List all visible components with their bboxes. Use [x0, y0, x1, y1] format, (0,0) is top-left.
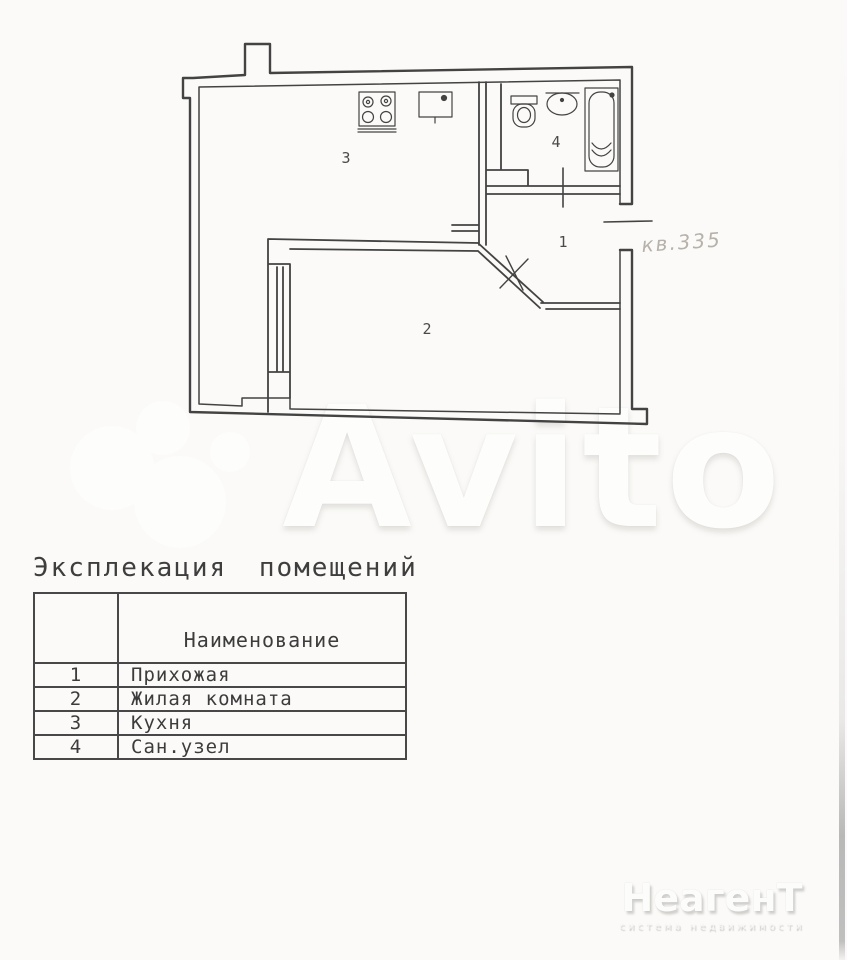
agency-watermark: [612, 876, 812, 932]
inner-wall-lines: [199, 80, 620, 414]
room-number-cell: 1: [34, 663, 118, 687]
table-header-row: [34, 593, 406, 663]
agency-name: НеагенТ: [621, 876, 803, 920]
name-header-cell: Наименование: [118, 593, 406, 663]
room-number-cell: 2: [34, 687, 118, 711]
room-label-bathroom: 4: [551, 133, 561, 151]
outer-walls: [183, 44, 647, 424]
bathtub-icon: [585, 88, 618, 171]
table-row: [34, 663, 406, 687]
explication-table: [33, 592, 407, 760]
stove-icon: [358, 92, 396, 132]
table-row: [34, 735, 406, 759]
table-row: [34, 711, 406, 735]
toilet-icon: [511, 96, 537, 127]
entrance-door: [604, 221, 652, 222]
room-label-hallway: 1: [558, 233, 568, 251]
table-row: [34, 687, 406, 711]
room-name-cell: Жилая комната: [118, 687, 406, 711]
room-number-cell: 3: [34, 711, 118, 735]
room-name-cell: Сан.узел: [118, 735, 406, 759]
room-label-living: 2: [422, 320, 432, 338]
agency-tagline: система недвижимости: [619, 921, 805, 932]
avito-watermark: Avito: [282, 370, 784, 566]
kitchen-sink-icon: [419, 92, 452, 123]
room-number-cell: 4: [34, 735, 118, 759]
apartment-number-label: кв.335: [640, 227, 723, 257]
explication-title: Эксплекация помещений: [33, 553, 418, 583]
room-name-cell: Прихожая: [118, 663, 406, 687]
page-edge-shadow: [839, 0, 845, 960]
number-header-cell: [34, 593, 118, 663]
room-name-cell: Кухня: [118, 711, 406, 735]
room-label-kitchen: 3: [341, 149, 351, 167]
washbasin-icon: [546, 93, 579, 115]
